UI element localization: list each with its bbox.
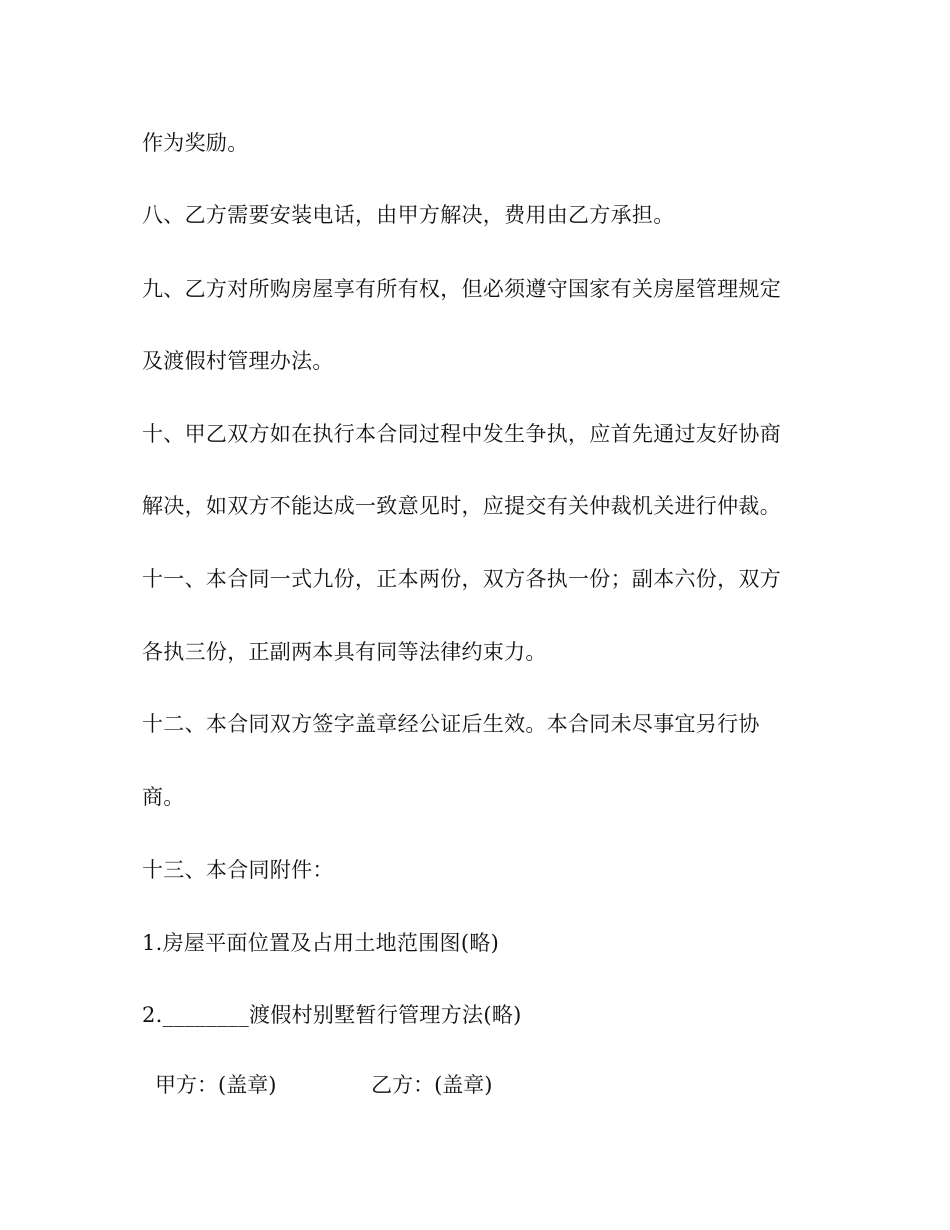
text-line: 各执三份，正副两本具有同等法律约束力。 <box>142 640 547 664</box>
text-line: 解决，如双方不能达成一致意见时，应提交有关仲裁机关进行仲裁。 <box>142 494 781 518</box>
party-b-signature: 乙方：(盖章) <box>371 1073 493 1097</box>
clause-11: 十一、本合同一式九份，正本两份，双方各执一份；副本六份，双方 <box>142 567 781 591</box>
party-a-signature: 甲方：(盖章) <box>155 1073 277 1097</box>
clause-8: 八、乙方需要安装电话，由甲方解决，费用由乙方承担。 <box>142 203 675 227</box>
clause-12: 十二、本合同双方签字盖章经公证后生效。本合同未尽事宜另行协 <box>142 712 760 736</box>
text-line: 及渡假村管理办法。 <box>142 349 334 373</box>
clause-9: 九、乙方对所购房屋享有所有权，但必须遵守国家有关房屋管理规定 <box>142 277 781 301</box>
clause-10: 十、甲乙双方如在执行本合同过程中发生争执，应首先通过友好协商 <box>142 422 781 446</box>
signature-block <box>155 1070 492 1100</box>
text-line: 作为奖励。 <box>142 131 249 155</box>
attachment-2: 2.________渡假村别墅暂行管理方法(略) <box>142 1003 522 1027</box>
clause-13: 十三、本合同附件： <box>142 858 334 882</box>
attachment-1: 1.房屋平面位置及占用土地范围图(略) <box>142 931 500 955</box>
text-line: 商。 <box>142 785 185 809</box>
